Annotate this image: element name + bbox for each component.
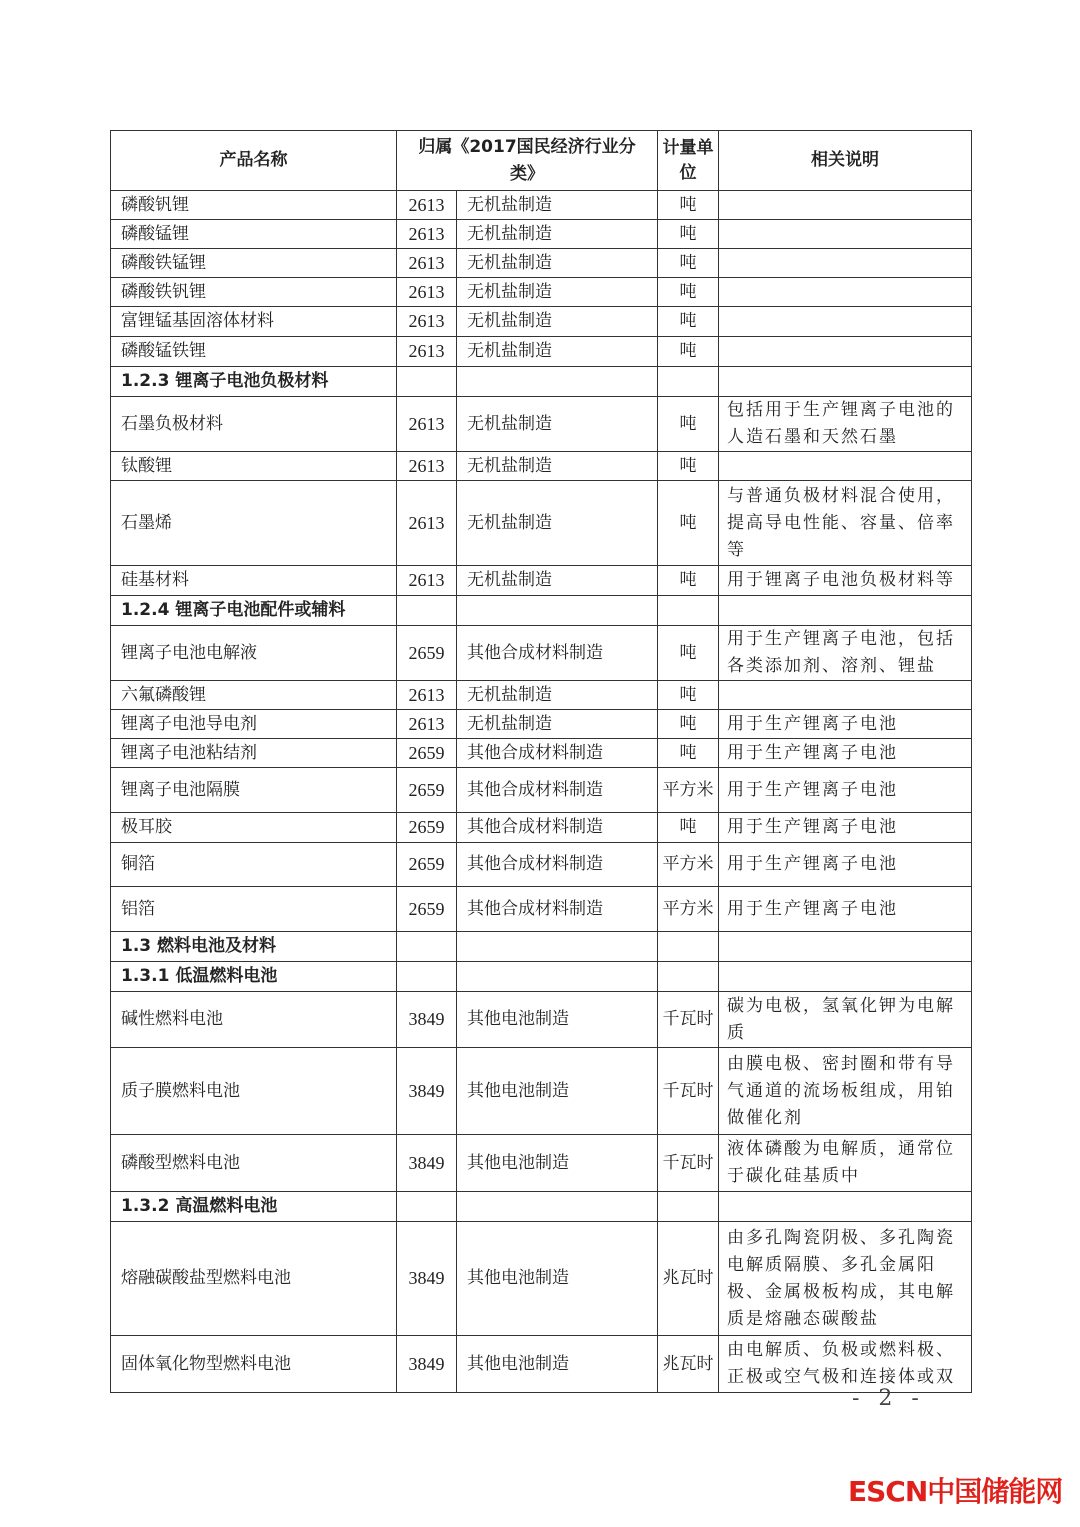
note-cell: 由电解质、负极或燃料极、正极或空气极和连接体或双 (719, 1336, 972, 1393)
unit-cell: 吨 (658, 220, 719, 249)
industry-code: 2613 (397, 191, 457, 220)
industry-code: 2659 (397, 739, 457, 768)
unit-cell: 吨 (658, 813, 719, 843)
unit-cell (658, 1192, 719, 1222)
industry-code: 2613 (397, 397, 457, 452)
product-name: 六氟磷酸锂 (111, 681, 397, 710)
note-cell (719, 191, 972, 220)
industry-name: 无机盐制造 (457, 452, 658, 481)
product-name: 铜箔 (111, 843, 397, 887)
table-row (111, 337, 972, 367)
industry-name: 无机盐制造 (457, 191, 658, 220)
header-note: 相关说明 (719, 131, 972, 191)
product-name: 石墨负极材料 (111, 397, 397, 452)
table-header-row (111, 131, 972, 191)
table-row (111, 992, 972, 1048)
note-cell (719, 452, 972, 481)
unit-cell: 吨 (658, 397, 719, 452)
industry-code: 3849 (397, 1222, 457, 1336)
product-name: 石墨烯 (111, 481, 397, 566)
industry-name: 其他合成材料制造 (457, 739, 658, 768)
code-cell (397, 596, 457, 626)
industry-name: 其他合成材料制造 (457, 887, 658, 932)
industry-cell (457, 1192, 658, 1222)
product-name: 锂离子电池导电剂 (111, 710, 397, 739)
table-row (111, 710, 972, 739)
table-row (111, 1222, 972, 1336)
industry-code: 2613 (397, 481, 457, 566)
table-row (111, 249, 972, 278)
industry-name: 其他电池制造 (457, 1048, 658, 1135)
note-cell (719, 367, 972, 397)
product-name: 极耳胶 (111, 813, 397, 843)
section-title: 1.2.4 锂离子电池配件或辅料 (111, 596, 397, 626)
industry-name: 无机盐制造 (457, 278, 658, 307)
industry-code: 2613 (397, 249, 457, 278)
product-name: 质子膜燃料电池 (111, 1048, 397, 1135)
table-row (111, 278, 972, 307)
table-row (111, 481, 972, 566)
section-title: 1.2.3 锂离子电池负极材料 (111, 367, 397, 397)
code-cell (397, 367, 457, 397)
note-cell: 由多孔陶瓷阴极、多孔陶瓷电解质隔膜、多孔金属阳极、金属极板构成，其电解质是熔融态碳酸盐 (719, 1222, 972, 1336)
industry-name: 其他合成材料制造 (457, 626, 658, 681)
unit-cell: 吨 (658, 626, 719, 681)
code-cell (397, 1192, 457, 1222)
industry-code: 2613 (397, 452, 457, 481)
note-cell: 用于生产锂离子电池 (719, 710, 972, 739)
table-row (111, 681, 972, 710)
industry-name: 其他电池制造 (457, 1222, 658, 1336)
table-row (111, 626, 972, 681)
industry-code: 2659 (397, 843, 457, 887)
product-name: 锂离子电池电解液 (111, 626, 397, 681)
table-row (111, 220, 972, 249)
unit-cell: 吨 (658, 191, 719, 220)
header-unit: 计量单位 (658, 131, 719, 191)
industry-name: 其他电池制造 (457, 1135, 658, 1192)
industry-code: 3849 (397, 1048, 457, 1135)
note-cell (719, 278, 972, 307)
unit-cell: 吨 (658, 681, 719, 710)
section-title: 1.3 燃料电池及材料 (111, 932, 397, 962)
table-row (111, 843, 972, 887)
industry-code: 2659 (397, 813, 457, 843)
product-name: 磷酸型燃料电池 (111, 1135, 397, 1192)
unit-cell: 吨 (658, 739, 719, 768)
section-row (111, 962, 972, 992)
industry-code: 2613 (397, 681, 457, 710)
note-cell (719, 249, 972, 278)
industry-code: 2613 (397, 307, 457, 337)
note-cell (719, 681, 972, 710)
note-cell: 用于生产锂离子电池 (719, 768, 972, 813)
industry-code: 2613 (397, 278, 457, 307)
product-name: 磷酸钒锂 (111, 191, 397, 220)
industry-name: 无机盐制造 (457, 220, 658, 249)
industry-name: 无机盐制造 (457, 397, 658, 452)
note-cell: 包括用于生产锂离子电池的人造石墨和天然石墨 (719, 397, 972, 452)
industry-code: 3849 (397, 1336, 457, 1393)
industry-cell (457, 596, 658, 626)
code-cell (397, 932, 457, 962)
product-name: 硅基材料 (111, 566, 397, 596)
industry-code: 2613 (397, 337, 457, 367)
section-row (111, 367, 972, 397)
industry-code: 2659 (397, 887, 457, 932)
table-row (111, 191, 972, 220)
page-number: - 2 - (852, 1386, 925, 1411)
industry-code: 3849 (397, 1135, 457, 1192)
industry-name: 无机盐制造 (457, 307, 658, 337)
industry-name: 无机盐制造 (457, 710, 658, 739)
table-row (111, 1135, 972, 1192)
table-row (111, 813, 972, 843)
unit-cell: 平方米 (658, 768, 719, 813)
table-row (111, 768, 972, 813)
unit-cell: 吨 (658, 307, 719, 337)
product-table (110, 130, 972, 1393)
note-cell: 用于生产锂离子电池 (719, 843, 972, 887)
note-cell: 用于锂离子电池负极材料等 (719, 566, 972, 596)
note-cell: 与普通负极材料混合使用，提高导电性能、容量、倍率等 (719, 481, 972, 566)
industry-name: 无机盐制造 (457, 681, 658, 710)
industry-code: 2659 (397, 768, 457, 813)
note-cell: 用于生产锂离子电池，包括各类添加剂、溶剂、锂盐 (719, 626, 972, 681)
table-row (111, 887, 972, 932)
table-row (111, 739, 972, 768)
unit-cell: 千瓦时 (658, 1048, 719, 1135)
product-name: 固体氧化物型燃料电池 (111, 1336, 397, 1393)
unit-cell: 吨 (658, 249, 719, 278)
table-row (111, 1048, 972, 1135)
industry-name: 其他合成材料制造 (457, 768, 658, 813)
product-name: 磷酸铁锰锂 (111, 249, 397, 278)
table-row (111, 1336, 972, 1393)
industry-cell (457, 962, 658, 992)
industry-name: 无机盐制造 (457, 566, 658, 596)
note-cell (719, 962, 972, 992)
note-cell (719, 1192, 972, 1222)
product-name: 磷酸锰锂 (111, 220, 397, 249)
industry-code: 3849 (397, 992, 457, 1048)
industry-name: 无机盐制造 (457, 337, 658, 367)
section-title: 1.3.2 高温燃料电池 (111, 1192, 397, 1222)
industry-name: 无机盐制造 (457, 481, 658, 566)
product-name: 碱性燃料电池 (111, 992, 397, 1048)
product-name: 锂离子电池隔膜 (111, 768, 397, 813)
industry-cell (457, 932, 658, 962)
unit-cell: 吨 (658, 710, 719, 739)
industry-name: 其他电池制造 (457, 1336, 658, 1393)
unit-cell (658, 932, 719, 962)
industry-name: 其他电池制造 (457, 992, 658, 1048)
product-name: 磷酸锰铁锂 (111, 337, 397, 367)
section-row (111, 1192, 972, 1222)
industry-name: 无机盐制造 (457, 249, 658, 278)
escn-logo: ESCN中国储能网 (848, 1475, 1063, 1508)
unit-cell: 吨 (658, 481, 719, 566)
table-row (111, 397, 972, 452)
unit-cell: 吨 (658, 278, 719, 307)
unit-cell (658, 596, 719, 626)
product-name: 铝箔 (111, 887, 397, 932)
note-cell (719, 337, 972, 367)
industry-cell (457, 367, 658, 397)
unit-cell: 吨 (658, 566, 719, 596)
section-row (111, 596, 972, 626)
unit-cell (658, 367, 719, 397)
unit-cell: 千瓦时 (658, 1135, 719, 1192)
note-cell (719, 932, 972, 962)
industry-code: 2613 (397, 710, 457, 739)
product-name: 锂离子电池粘结剂 (111, 739, 397, 768)
product-name: 磷酸铁钒锂 (111, 278, 397, 307)
unit-cell: 吨 (658, 452, 719, 481)
product-name: 钛酸锂 (111, 452, 397, 481)
header-name: 产品名称 (111, 131, 397, 191)
unit-cell: 吨 (658, 337, 719, 367)
table-row (111, 452, 972, 481)
unit-cell: 兆瓦时 (658, 1336, 719, 1393)
note-cell: 用于生产锂离子电池 (719, 887, 972, 932)
note-cell (719, 220, 972, 249)
note-cell: 液体磷酸为电解质，通常位于碳化硅基质中 (719, 1135, 972, 1192)
note-cell: 用于生产锂离子电池 (719, 739, 972, 768)
product-name: 富锂锰基固溶体材料 (111, 307, 397, 337)
note-cell: 用于生产锂离子电池 (719, 813, 972, 843)
note-cell (719, 307, 972, 337)
industry-name: 其他合成材料制造 (457, 843, 658, 887)
code-cell (397, 962, 457, 992)
unit-cell (658, 962, 719, 992)
note-cell: 由膜电极、密封圈和带有导气通道的流场板组成，用铂做催化剂 (719, 1048, 972, 1135)
product-name: 熔融碳酸盐型燃料电池 (111, 1222, 397, 1336)
unit-cell: 兆瓦时 (658, 1222, 719, 1336)
unit-cell: 平方米 (658, 843, 719, 887)
unit-cell: 平方米 (658, 887, 719, 932)
unit-cell: 千瓦时 (658, 992, 719, 1048)
section-row (111, 932, 972, 962)
industry-code: 2613 (397, 566, 457, 596)
note-cell: 碳为电极，氢氧化钾为电解质 (719, 992, 972, 1048)
section-title: 1.3.1 低温燃料电池 (111, 962, 397, 992)
industry-code: 2613 (397, 220, 457, 249)
industry-code: 2659 (397, 626, 457, 681)
note-cell (719, 596, 972, 626)
table-row (111, 307, 972, 337)
industry-name: 其他合成材料制造 (457, 813, 658, 843)
table-row (111, 566, 972, 596)
header-classification: 归属《2017国民经济行业分类》 (397, 131, 658, 191)
